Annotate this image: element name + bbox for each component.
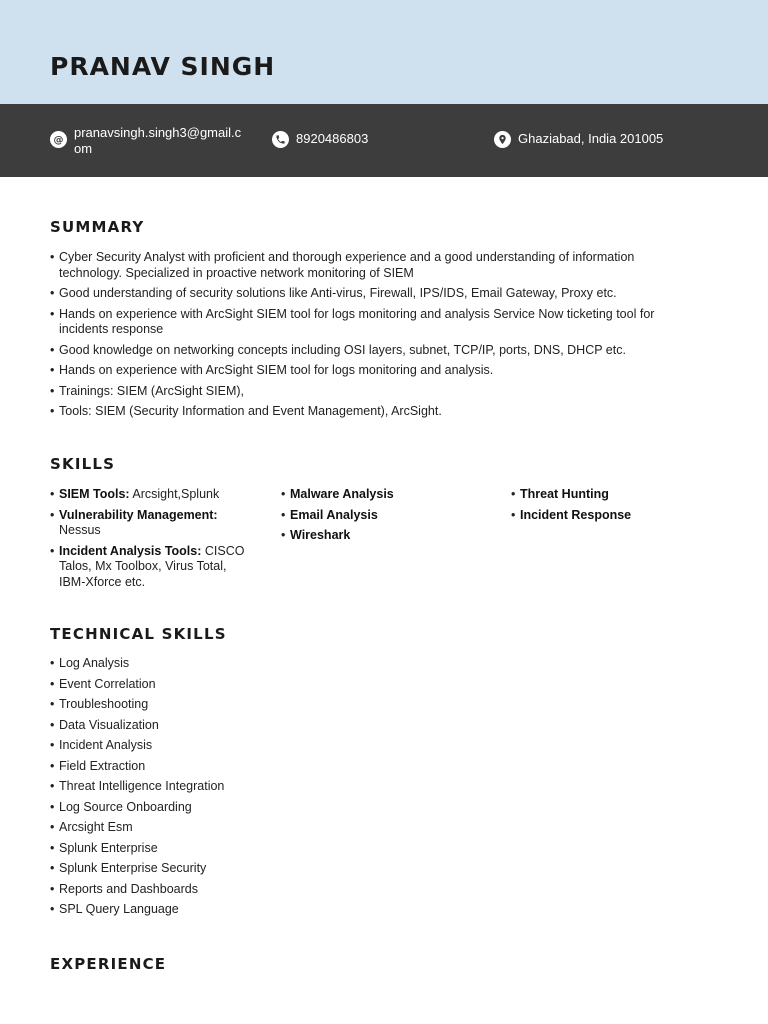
phone-icon — [272, 131, 289, 148]
svg-text:@: @ — [53, 135, 64, 145]
skills-heading: SKILLS — [50, 455, 116, 473]
technical-skills-list — [50, 656, 350, 923]
skills-column-3 — [511, 487, 711, 528]
tech-skill-item: • Arcsight Esm — [50, 820, 350, 836]
phone-text: 8920486803 — [296, 131, 369, 146]
summary-item: • Tools: SIEM (Security Information and Event Management), ArcSight. — [50, 404, 700, 420]
skill-item — [50, 487, 250, 503]
skill-label: Email Analysis — [290, 507, 378, 522]
tech-skill-item: • Threat Intelligence Integration — [50, 779, 350, 795]
skill-label: Vulnerability Management: — [59, 507, 218, 522]
contact-phone[interactable] — [272, 131, 368, 148]
skill-label: Threat Hunting — [520, 487, 609, 501]
tech-skill-item: • Data Visualization — [50, 718, 350, 734]
skill-value: Arcsight,Splunk — [129, 487, 220, 501]
skill-label: Incident Response — [520, 507, 632, 522]
summary-item: • Hands on experience with ArcSight SIEM tool for logs monitoring and analysis. — [50, 363, 700, 379]
technical-skills-heading: TECHNICAL SKILLS — [50, 625, 227, 643]
summary-item: • Cyber Security Analyst with proficient and thorough experience and a good understanding of information technology. Specialized in proactive network monitoring of SIEM — [50, 250, 700, 281]
skill-item — [511, 508, 711, 524]
summary-item: • Good understanding of security solutions like Anti-virus, Firewall, IPS/IDS, Email Gateway, Proxy etc. — [50, 286, 700, 302]
skills-column-2 — [281, 487, 481, 549]
tech-skill-item: • Log Source Onboarding — [50, 800, 350, 816]
skill-item — [281, 508, 481, 524]
tech-skill-item: • Field Extraction — [50, 759, 350, 775]
at-icon — [50, 131, 67, 148]
skills-column-1 — [50, 487, 250, 595]
skill-label: Malware Analysis — [290, 487, 394, 501]
skill-item — [281, 528, 481, 544]
skill-item — [511, 487, 711, 503]
contact-location — [494, 131, 663, 148]
skill-item — [50, 508, 250, 539]
tech-skill-item: • Log Analysis — [50, 656, 350, 672]
tech-skill-item: • Splunk Enterprise Security — [50, 861, 350, 877]
contact-bar — [0, 104, 768, 177]
tech-skill-item: • Splunk Enterprise — [50, 841, 350, 857]
tech-skill-item: • SPL Query Language — [50, 902, 350, 918]
skill-value: CISCO Talos, Mx Toolbox, Virus Total, IBM-Xforce etc. — [59, 543, 245, 589]
summary-item: • Trainings: SIEM (ArcSight SIEM), — [50, 384, 700, 400]
skill-label: Incident Analysis Tools: — [59, 543, 202, 558]
experience-heading: EXPERIENCE — [50, 955, 167, 973]
skill-label: Wireshark — [290, 528, 351, 542]
summary-list — [50, 250, 700, 425]
location-text: Ghaziabad, India 201005 — [518, 131, 664, 146]
skill-item — [50, 544, 250, 591]
contact-email[interactable] — [50, 125, 250, 157]
summary-heading: SUMMARY — [50, 218, 145, 236]
candidate-name: PRANAV SINGH — [50, 52, 276, 81]
summary-item: • Hands on experience with ArcSight SIEM tool for logs monitoring and analysis Service Now ticketing tool for incidents response — [50, 307, 700, 338]
tech-skill-item: • Event Correlation — [50, 677, 350, 693]
skill-item — [281, 487, 481, 503]
summary-item: • Good knowledge on networking concepts including OSI layers, subnet, TCP/IP, ports, DNS, DHCP etc. — [50, 343, 700, 359]
header-band — [0, 0, 768, 104]
email-text: pranavsingh.singh3@gmail.com — [74, 125, 242, 156]
tech-skill-item: • Reports and Dashboards — [50, 882, 350, 898]
skill-value: Nessus — [59, 523, 101, 537]
tech-skill-item: • Incident Analysis — [50, 738, 350, 754]
skill-label: SIEM Tools: — [59, 487, 130, 501]
tech-skill-item: • Troubleshooting — [50, 697, 350, 713]
location-pin-icon — [494, 131, 511, 148]
